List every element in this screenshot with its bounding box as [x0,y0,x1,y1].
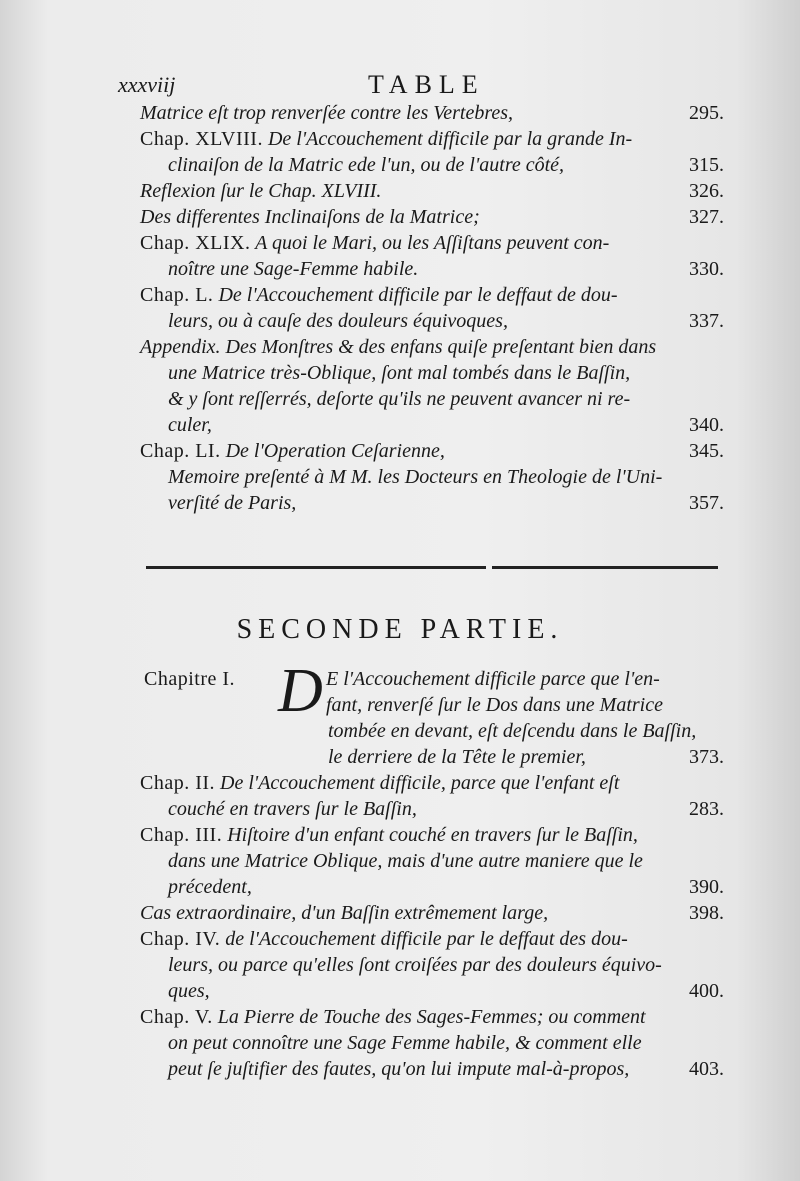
entry-text: Matrice eſt trop renverſée contre les Vertebres, [140,102,514,124]
toc-line [140,490,724,516]
entry-text: leurs, ou à cauſe des douleurs équivoques, [168,310,508,332]
toc-entry [140,1004,724,1082]
page-number: xxxviij [118,72,176,97]
chapter-label: Chap. IV. [140,928,221,950]
entry-text: noître une Sage-Femme habile. [168,258,419,280]
entry-text: La Pierre de Touche des Sages-Femmes; ou comment [217,1006,646,1028]
chapter-label: Chap. II. [140,772,216,794]
chapter-label: Chap. XLIX. [140,232,251,254]
entry-text: de l'Accouchement difficile par le deffaut des dou- [225,928,628,950]
toc-line [140,926,724,952]
page-ref: 315. [689,154,724,176]
page-ref: 398. [689,902,724,924]
entry-text: leurs, ou parce qu'elles ſont croiſées par des douleurs équivo- [168,954,662,976]
entry-text: verſité de Paris, [168,492,297,514]
toc-line [140,438,724,464]
toc-line [140,1030,724,1056]
entry-text: peut ſe juſtifier des fautes, qu'on lui impute mal-à-propos, [168,1058,630,1080]
entry-text: De l'Accouchement difficile, parce que l'enfant eſt [220,772,620,794]
page-title: TABLE [368,70,485,99]
entry-text: & y ſont reſſerrés, deſorte qu'ils ne peuvent avancer ni re- [168,388,631,410]
entry-text: Appendix. Des Monſtres & des enfans quiſe preſentant bien dans [140,336,657,358]
entry-text: Memoire preſenté à M M. les Docteurs en Theologie de l'Uni- [168,466,663,488]
table-of-contents-part-2 [140,657,724,1082]
page-ref: 283. [689,798,724,820]
toc-entry [140,926,724,1004]
toc-line [140,100,724,126]
page-ref: 400. [689,980,724,1002]
toc-entry [140,334,724,438]
page-ref: 345. [689,440,724,462]
page-ref: 295. [689,102,724,124]
entry-text: A quoi le Mari, ou les Aſſiſtans peuvent con- [255,232,610,254]
entry-text: tombée en devant, eſt deſcendu dans le Baſſin, [328,720,697,742]
toc-line [140,126,724,152]
toc-entry [140,464,724,516]
first-chapter-entry [140,657,724,770]
page-header [118,72,718,102]
page-ref: 327. [689,206,724,228]
divider-rule [492,566,718,569]
toc-entry [140,230,724,282]
toc-entry [140,100,724,126]
toc-line [140,308,724,334]
toc-entry [140,822,724,900]
entry-text: Des differentes Inclinaiſons de la Matrice; [140,206,480,228]
divider-rule [146,566,486,569]
chapter-label: Chap. XLVIII. [140,128,263,150]
toc-entry [140,438,724,464]
toc-line [140,464,724,490]
toc-entry [140,282,724,334]
page-ref: 326. [689,180,724,202]
entry-text: De l'Operation Ceſarienne, [225,440,445,462]
entry-text: ques, [168,980,210,1002]
toc-line [140,822,724,848]
entry-text: précedent, [168,876,252,898]
entry-text: une Matrice très-Oblique, ſont mal tombés dans le Baſſin, [168,362,631,384]
toc-entry [140,770,724,822]
entry-text: Reflexion ſur le Chap. XLVIII. [140,180,382,202]
page-ref: 340. [689,414,724,436]
toc-entry [140,900,724,926]
chapter-label: Chap. LI. [140,440,221,462]
toc-line [140,360,724,386]
entry-text: fant, renverſé ſur le Dos dans une Matrice [326,694,663,716]
toc-line [140,1004,724,1030]
table-of-contents-part-1 [140,100,724,516]
page-ref: 373. [689,746,724,768]
section-title: SECONDE PARTIE. [236,614,564,645]
entry-text: De l'Accouchement difficile par le deffaut de dou- [218,284,618,306]
toc-line [140,1056,724,1082]
toc-line [140,178,724,204]
page-ref: 330. [689,258,724,280]
entry-text: on peut connoître une Sage Femme habile, & comment elle [168,1032,642,1054]
toc-line [140,952,724,978]
toc-line [140,152,724,178]
page-ref: 357. [689,492,724,514]
entry-text: De l'Accouchement difficile par la grande In- [267,128,633,150]
toc-line [140,770,724,796]
toc-line [140,256,724,282]
toc-line [140,900,724,926]
page-ref: 403. [689,1058,724,1080]
entry-text: couché en travers ſur le Baſſin, [168,798,417,820]
toc-line [140,978,724,1004]
toc-line [140,230,724,256]
toc-line [140,796,724,822]
drop-cap: D [278,657,323,725]
chapter-label: Chapitre I. [144,668,236,690]
page-ref: 337. [689,310,724,332]
toc-entry [140,178,724,204]
toc-line [140,282,724,308]
entry-text: culer, [168,414,212,436]
chapter-label: Chap. L. [140,284,214,306]
toc-entry [140,126,724,178]
toc-line [140,204,724,230]
chapter-label: Chap. V. [140,1006,213,1028]
entry-text: le derriere de la Tête le premier, [328,746,586,768]
entry-text: clinaiſon de la Matric ede l'un, ou de l'autre côté, [168,154,565,176]
entry-text: E l'Accouchement difficile parce que l'en- [326,668,660,690]
entry-text: dans une Matrice Oblique, mais d'une autre maniere que le [168,850,643,872]
toc-line [140,412,724,438]
chapter-label: Chap. III. [140,824,223,846]
toc-line [140,334,724,360]
entry-text: Hiſtoire d'un enfant couché en travers ſur le Baſſin, [227,824,638,846]
toc-line [140,874,724,900]
toc-entry [140,204,724,230]
toc-line [140,386,724,412]
entry-text: Cas extraordinaire, d'un Baſſin extrêmement large, [140,902,549,924]
toc-line [140,848,724,874]
page-ref: 390. [689,876,724,898]
